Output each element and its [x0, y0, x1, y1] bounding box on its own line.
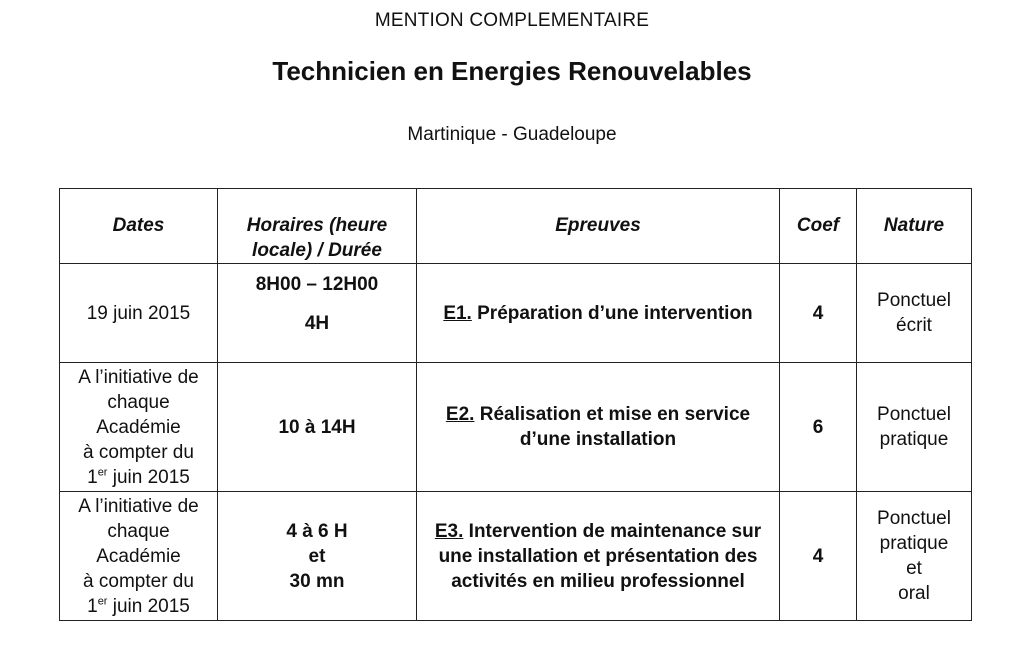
nature-line: oral [898, 583, 930, 604]
epreuve-cell [417, 264, 780, 363]
column-header-horaires: Horaires (heure locale) / Durée [218, 189, 417, 264]
nature-line: et [906, 558, 922, 579]
epreuve-cell [417, 492, 780, 621]
epreuve-cell [417, 363, 780, 492]
epreuve-code: E1. [443, 302, 472, 324]
horaires-cell [218, 264, 417, 363]
nature-cell [857, 363, 972, 492]
horaires-cell: 10 à 14H [218, 363, 417, 492]
date-month-year: juin 2015 [107, 595, 190, 617]
exam-schedule-table [59, 188, 972, 621]
nature-line: Ponctuel [877, 404, 951, 425]
coef-cell: 6 [780, 363, 857, 492]
date-cell [60, 363, 218, 492]
column-header-coef: Coef [780, 189, 857, 264]
nature-line: Ponctuel [877, 508, 951, 529]
date-line-final [66, 594, 211, 619]
nature-cell [857, 492, 972, 621]
date-line: chaque [107, 391, 170, 413]
date-line: A l’initiative de [78, 495, 199, 517]
horaires-line: 4 à 6 H [286, 520, 348, 542]
date-line: chaque [107, 520, 170, 542]
epreuve-text: Réalisation et mise en service d’une installation [474, 404, 751, 450]
table-row [60, 492, 972, 621]
table-row [60, 363, 972, 492]
table-header-row [60, 189, 972, 264]
date-cell [60, 264, 218, 363]
date-day: 1 [87, 595, 98, 617]
nature-line: pratique [879, 533, 949, 554]
date-ordinal: er [97, 595, 108, 608]
document-title: Technicien en Energies Renouvelables [272, 56, 752, 86]
column-header-dates: Dates [60, 189, 218, 264]
coef-cell: 4 [780, 492, 857, 621]
horaires-line: et [308, 545, 326, 567]
duree-text: 4H [304, 313, 330, 334]
epreuve-text: Intervention de maintenance sur une installation et présentation des activités en milieu professionnel [438, 520, 762, 592]
nature-line: pratique [879, 429, 949, 450]
horaires-cell [218, 492, 417, 621]
document-kicker: MENTION COMPLEMENTAIRE [374, 10, 650, 31]
date-day: 1 [87, 466, 98, 488]
date-cell [60, 492, 218, 621]
date-ordinal: er [97, 466, 108, 479]
date-line: A l’initiative de [78, 366, 199, 388]
date-line: Académie [96, 545, 181, 567]
column-header-epreuves: Epreuves [417, 189, 780, 264]
coef-cell: 4 [780, 264, 857, 363]
column-header-nature: Nature [857, 189, 972, 264]
date-month-year: juin 2015 [107, 466, 190, 488]
nature-line: Ponctuel [877, 290, 951, 311]
date-line: Académie [96, 416, 181, 438]
nature-cell [857, 264, 972, 363]
date-text: 19 juin 2015 [86, 302, 191, 324]
epreuve-code: E3. [434, 520, 464, 542]
epreuve-code: E2. [445, 404, 475, 425]
document-region: Martinique - Guadeloupe [407, 124, 617, 145]
date-line: à compter du [83, 570, 194, 592]
horaires-text: 8H00 – 12H00 [255, 274, 379, 295]
nature-line: écrit [896, 315, 932, 336]
horaires-line: 30 mn [289, 570, 345, 592]
epreuve-text: Préparation d’une intervention [471, 302, 753, 324]
table-row [60, 264, 972, 363]
date-line: à compter du [83, 441, 194, 463]
date-line-final [66, 465, 211, 490]
